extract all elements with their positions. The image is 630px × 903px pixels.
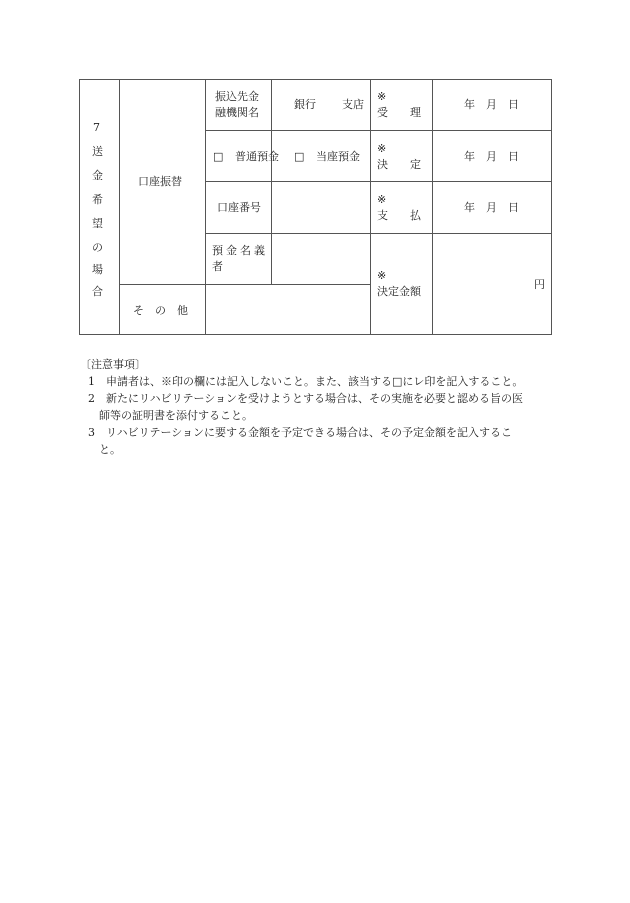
section-title-char: 場 — [92, 263, 103, 276]
grid-line — [205, 79, 206, 335]
section-number: 7 — [93, 121, 100, 134]
account-type-ordinary: 普通預金 — [235, 150, 279, 163]
grid-line — [370, 79, 371, 335]
account-type-current: 当座預金 — [316, 150, 360, 163]
receipt-label: 受 理 — [377, 106, 421, 119]
notes-section — [80, 356, 560, 458]
bank-label: 振込先金 — [215, 90, 259, 103]
current-checkbox[interactable]: □ — [294, 150, 305, 163]
official-mark: ※ — [377, 269, 387, 282]
bank-suffix: 銀行 — [294, 98, 316, 111]
date-field: 年 月 日 — [464, 201, 519, 214]
date-field: 年 月 日 — [464, 150, 519, 163]
grid-line — [205, 130, 551, 131]
notes-header: 〔注意事項〕 — [80, 358, 146, 371]
section-title-char: 合 — [92, 285, 103, 298]
branch-suffix: 支店 — [342, 98, 364, 111]
section-title-char: 希 — [92, 193, 103, 206]
section-title-char: 望 — [92, 217, 103, 230]
grid-line — [205, 181, 551, 182]
holder-label: 者 — [212, 260, 223, 273]
bank-label: 融機関名 — [215, 106, 259, 119]
note-item: と。 — [88, 443, 121, 456]
official-mark: ※ — [377, 142, 387, 155]
official-mark: ※ — [377, 193, 387, 206]
method-transfer-label: 口座振替 — [138, 175, 182, 188]
method-other-label: そ の 他 — [133, 304, 188, 317]
decision-label: 決 定 — [377, 158, 421, 171]
grid-line — [432, 79, 433, 335]
section-title-char: 送 — [92, 145, 103, 158]
date-field: 年 月 日 — [464, 98, 519, 111]
payment-label: 支 払 — [377, 209, 421, 222]
account-number-label: 口座番号 — [217, 201, 261, 214]
yen-unit: 円 — [534, 278, 545, 291]
note-item: 2 新たにリハビリテーションを受けようとする場合は、その実施を必要と認める旨の医 — [88, 392, 524, 405]
ordinary-checkbox[interactable]: □ — [213, 150, 224, 163]
official-mark: ※ — [377, 90, 387, 103]
grid-line — [205, 233, 551, 234]
grid-line — [119, 284, 370, 285]
section-title-char: 金 — [92, 169, 103, 182]
grid-line — [119, 79, 120, 335]
note-item: 3 リハビリテーションに要する金額を予定できる場合は、その予定金額を記入するこ — [88, 426, 513, 439]
note-item: 1 申請者は、※印の欄には記入しないこと。また、該当する□にレ印を記入すること。 — [88, 375, 524, 388]
note-item: 師等の証明書を添付すること。 — [88, 409, 253, 422]
decided-amount-label: 決定金額 — [377, 285, 421, 298]
holder-label: 預金名義 — [212, 244, 268, 257]
grid-line — [271, 233, 272, 284]
section-title-char: の — [92, 241, 103, 254]
